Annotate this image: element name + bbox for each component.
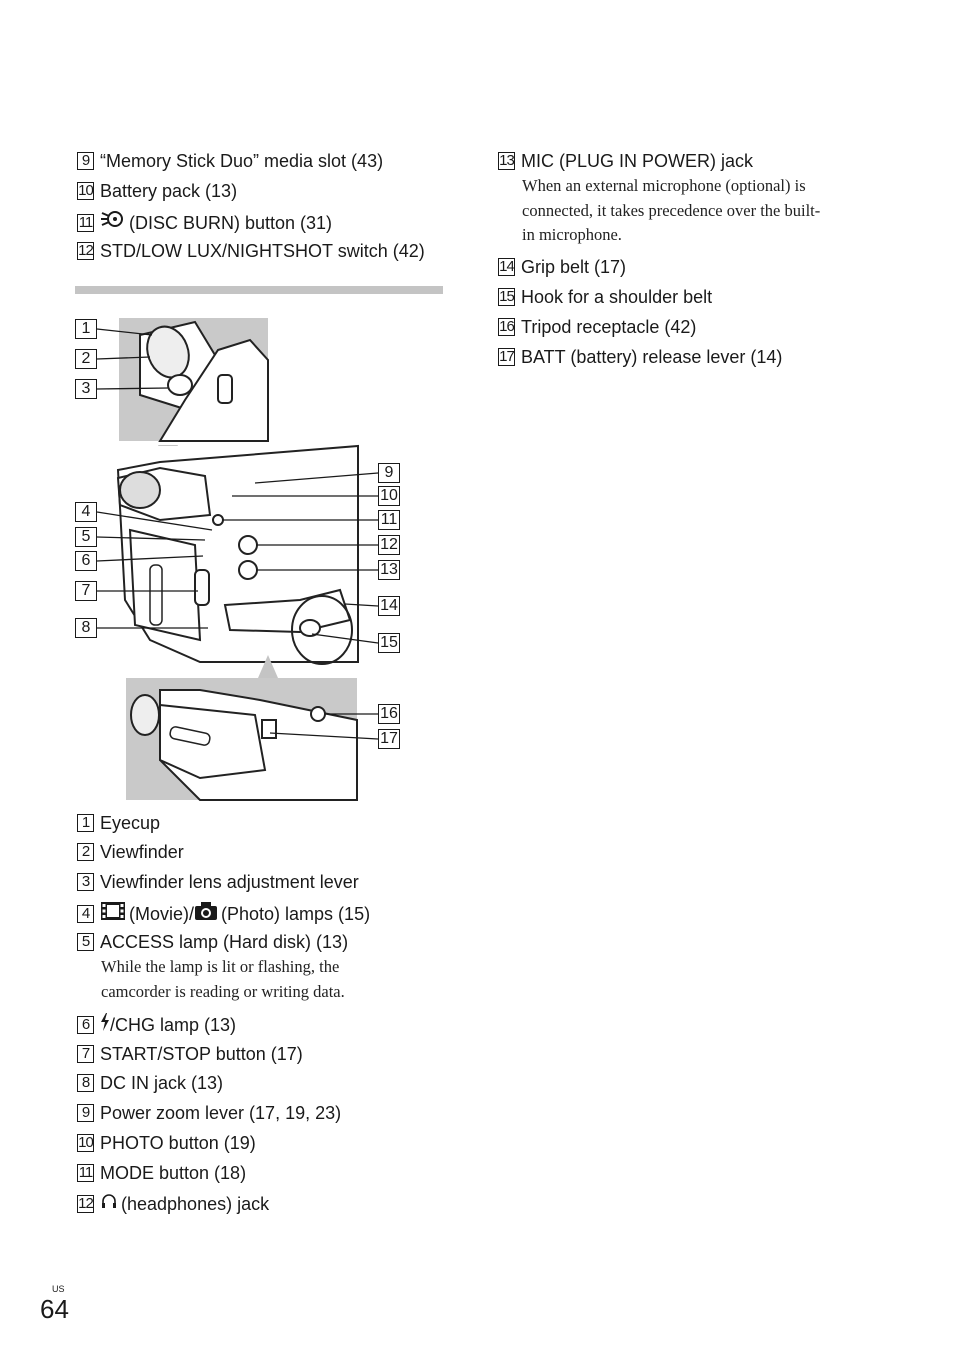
item-text: (DISC BURN) button (31) — [129, 212, 333, 233]
callout-2: 2 — [75, 349, 97, 369]
item-text: Grip belt (17) — [521, 257, 627, 277]
item-text: Power zoom lever (17, 19, 23) — [100, 1103, 342, 1123]
item-number: 12 — [78, 1194, 93, 1212]
item-number: 9 — [77, 1104, 94, 1122]
list-item-photo-button — [77, 1132, 256, 1154]
mic-note: When an external microphone (optional) is connected, it takes precedence over the built- in microphone. — [522, 176, 821, 244]
item-text-a: (Movie)/ — [129, 903, 195, 924]
list-item-headphones — [77, 1192, 269, 1215]
callout-15: 15 — [378, 633, 400, 653]
callout-8: 8 — [75, 618, 97, 638]
item-text: Viewfinder lens adjustment lever — [100, 872, 359, 892]
callout-1: 1 — [75, 319, 97, 339]
item-number: 7 — [77, 1045, 94, 1063]
callout-13: 13 — [378, 560, 400, 580]
list-item-chg-lamp — [77, 1013, 236, 1036]
item-number: 8 — [77, 1074, 94, 1092]
flash-icon — [100, 1013, 110, 1036]
item-text: (headphones) jack — [121, 1193, 270, 1214]
callout-9: 9 — [378, 463, 400, 483]
callout-10: 10 — [378, 486, 400, 506]
item-number: 14 — [499, 258, 514, 275]
list-item-access-lamp — [77, 931, 348, 953]
item-text: MIC (PLUG IN POWER) jack — [521, 151, 754, 171]
callout-3: 3 — [75, 379, 97, 399]
list-item-zoom-lever — [77, 1102, 341, 1124]
callout-12: 12 — [378, 535, 400, 555]
callout-4: 4 — [75, 502, 97, 522]
list-item-dc-in — [77, 1072, 223, 1094]
callout-16: 16 — [378, 704, 400, 724]
item-number: 5 — [77, 933, 94, 951]
camera-icon — [194, 901, 218, 926]
region-label: US — [52, 1284, 65, 1294]
item-number: 4 — [77, 905, 94, 923]
item-number: 6 — [77, 1016, 94, 1034]
item-text: ACCESS lamp (Hard disk) (13) — [100, 932, 349, 952]
callout-11: 11 — [378, 510, 400, 530]
list-item-mode-button — [77, 1162, 246, 1184]
item-text: Tripod receptacle (42) — [521, 317, 697, 337]
item-number: 9 — [77, 152, 94, 170]
access-note: While the lamp is lit or flashing, the camcorder is reading or writing data. — [101, 957, 345, 1001]
item-text: “Memory Stick Duo” media slot (43) — [100, 151, 384, 171]
item-number: 15 — [499, 288, 514, 305]
item-text: DC IN jack (13) — [100, 1073, 224, 1093]
callout-5: 5 — [75, 527, 97, 547]
item-number: 10 — [78, 1134, 93, 1151]
page-number: 64 — [40, 1294, 69, 1324]
item-number: 11 — [78, 213, 93, 231]
item-number: 16 — [499, 318, 514, 335]
callout-14: 14 — [378, 596, 400, 616]
item-text: PHOTO button (19) — [100, 1133, 256, 1153]
item-text: STD/LOW LUX/NIGHTSHOT switch (42) — [100, 241, 425, 261]
list-item-lens-lever — [77, 871, 359, 893]
item-text: BATT (battery) release lever (14) — [521, 347, 783, 367]
callout-7: 7 — [75, 581, 97, 601]
callout-6: 6 — [75, 551, 97, 571]
item-text: Viewfinder — [100, 842, 184, 862]
item-text: MODE button (18) — [100, 1163, 247, 1183]
list-item-start-stop — [77, 1043, 303, 1065]
list-item-viewfinder — [77, 841, 184, 863]
item-number: 11 — [78, 1164, 93, 1181]
item-number: 3 — [77, 873, 94, 891]
item-text-b: (Photo) lamps (15) — [221, 903, 371, 924]
item-text: Hook for a shoulder belt — [521, 287, 713, 307]
callout-17: 17 — [378, 729, 400, 749]
item-text: Battery pack (13) — [100, 181, 238, 201]
item-number: 12 — [78, 242, 93, 259]
item-number: 1 — [77, 814, 94, 832]
list-item-eyecup — [77, 812, 160, 834]
list-item-movie-photo-lamps — [77, 901, 370, 926]
item-number: 2 — [77, 843, 94, 861]
headphones-icon — [100, 1192, 118, 1215]
item-text: START/STOP button (17) — [100, 1044, 303, 1064]
item-number: 13 — [499, 152, 514, 169]
item-number: 17 — [499, 348, 514, 365]
item-text: /CHG lamp (13) — [110, 1014, 237, 1035]
item-text: Eyecup — [100, 813, 161, 833]
movie-icon — [100, 901, 126, 926]
item-number: 10 — [78, 182, 93, 199]
